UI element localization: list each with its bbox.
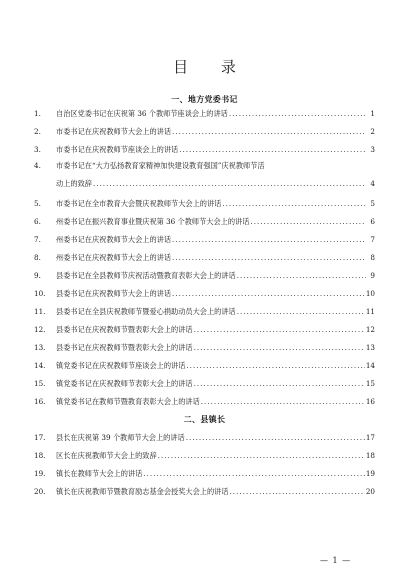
entry-number: 20. xyxy=(34,487,46,496)
entry-page: 13 xyxy=(365,343,375,352)
entry-title: 镇党委书记在庆祝教师节表彰大会上的讲话 xyxy=(56,379,193,388)
entry-title: 州委书记在庆祝教师节大会上的讲话 xyxy=(56,253,172,262)
entry-title: 州委书记在庆祝教师节大会上的讲话 xyxy=(56,235,172,244)
toc-entry[interactable] xyxy=(34,271,375,280)
entry-title: 县委书记在庆祝教师节大会上的讲话 xyxy=(56,289,172,298)
entry-title: 镇长在庆祝教师节暨教育励志基金会授奖大会上的讲话 xyxy=(56,487,229,496)
toc-entry[interactable] xyxy=(34,361,375,370)
entry-number: 19. xyxy=(34,469,46,478)
entry-title: 县委书记在全县庆祝教师节暨爱心捐助动员大会上的讲话 xyxy=(56,307,236,316)
toc-entry[interactable] xyxy=(34,235,375,244)
entry-title: 县长在庆祝第 39 个教师节大会上的讲话 xyxy=(56,433,185,442)
entry-title: 县委书记在庆祝教师节暨表彰大会上的讲话 xyxy=(56,343,193,352)
entry-page: 20 xyxy=(365,487,375,496)
entry-title: 县委书记在全县教师节庆祝活动暨教育表彰大会上的讲话 xyxy=(56,271,236,280)
entry-title: 镇长在教师节大会上的讲话 xyxy=(56,469,143,478)
entry-number: 9. xyxy=(34,271,41,280)
page-number-footer: — 1 — xyxy=(320,556,352,565)
toc-entry[interactable] xyxy=(34,451,375,460)
toc-entry[interactable] xyxy=(34,343,375,352)
leader-dots xyxy=(186,361,364,370)
leader-dots xyxy=(179,145,366,154)
toc-entry[interactable] xyxy=(34,161,375,188)
toc-entry[interactable] xyxy=(34,127,375,136)
entry-number: 18. xyxy=(34,451,46,460)
entry-page: 7 xyxy=(370,235,375,244)
leader-dots xyxy=(201,397,365,406)
leader-dots xyxy=(229,109,366,118)
toc-entry[interactable] xyxy=(34,289,375,298)
entry-page: 1 xyxy=(370,109,375,118)
toc-entry[interactable] xyxy=(34,487,375,496)
entry-page: 10 xyxy=(365,289,375,298)
leader-dots xyxy=(194,379,365,388)
entry-line xyxy=(34,161,375,170)
entry-number: 5. xyxy=(34,199,41,208)
entry-page: 3 xyxy=(370,145,375,154)
leader-dots xyxy=(194,343,365,352)
entry-number: 8. xyxy=(34,253,41,262)
toc-entry[interactable] xyxy=(34,433,375,442)
entry-page: 4 xyxy=(370,179,375,188)
toc-entry[interactable] xyxy=(34,253,375,262)
entry-title: 镇党委书记在教师节暨教育表彰大会上的讲话 xyxy=(56,397,200,406)
leader-dots xyxy=(194,325,365,334)
toc-entry[interactable] xyxy=(34,325,375,334)
entry-number: 6. xyxy=(34,217,41,226)
leader-dots xyxy=(172,253,366,262)
entry-page: 12 xyxy=(365,325,375,334)
toc-entry[interactable] xyxy=(34,469,375,478)
leader-dots xyxy=(237,271,366,280)
leader-dots xyxy=(172,289,365,298)
entry-title: 区长在庆祝教师节大会上的致辞 xyxy=(56,451,157,460)
entry-number: 7. xyxy=(34,235,41,244)
toc-entry[interactable] xyxy=(34,109,375,118)
entry-number: 13. xyxy=(34,343,46,352)
entry-title: 市委书记在庆祝教师节座谈会上的讲话 xyxy=(56,145,179,154)
section-heading: 一、地方党委书记 xyxy=(171,94,238,104)
entry-number: 2. xyxy=(34,127,41,136)
entry-page: 6 xyxy=(370,217,375,226)
entry-title: 镇党委书记在庆祝教师节座谈会上的讲话 xyxy=(56,361,186,370)
toc-entry[interactable] xyxy=(34,397,375,406)
page-title: 目 录 xyxy=(173,58,250,76)
entry-title: 市委书记在“大力弘扬教育家精神加快建设教育强国”庆祝教师节活 xyxy=(56,161,265,170)
entry-number: 17. xyxy=(34,433,46,442)
entry-page: 14 xyxy=(365,361,375,370)
entry-page: 15 xyxy=(365,379,375,388)
entry-title: 市委书记在庆祝教师节大会上的讲话 xyxy=(56,127,172,136)
entry-number: 10. xyxy=(34,289,46,298)
entry-number: 15. xyxy=(34,379,46,388)
entry-number: 4. xyxy=(34,161,41,170)
leader-dots xyxy=(222,199,366,208)
entry-page: 17 xyxy=(365,433,375,442)
leader-dots xyxy=(186,433,365,442)
leader-dots xyxy=(172,127,366,136)
entry-number: 12. xyxy=(34,325,46,334)
leader-dots xyxy=(230,487,365,496)
leader-dots xyxy=(237,307,365,316)
toc-entry[interactable] xyxy=(34,199,375,208)
entry-page: 11 xyxy=(365,307,375,316)
toc-entry[interactable] xyxy=(34,307,375,316)
entry-title: 市委书记在全市教育大会暨庆祝教师节大会上的讲话 xyxy=(56,199,222,208)
entry-number: 11. xyxy=(34,307,46,316)
entry-page: 2 xyxy=(370,127,375,136)
entry-page: 5 xyxy=(370,199,375,208)
section-heading: 二、县镇长 xyxy=(183,414,226,424)
leader-dots xyxy=(172,235,366,244)
toc-entry[interactable] xyxy=(34,145,375,154)
entry-line-continued xyxy=(34,179,375,188)
entry-page: 19 xyxy=(365,469,375,478)
entry-number: 14. xyxy=(34,361,46,370)
entry-page: 8 xyxy=(370,253,375,262)
leader-dots xyxy=(143,469,365,478)
leader-dots xyxy=(93,179,366,188)
entry-number: 3. xyxy=(34,145,41,154)
entry-title: 县委书记在庆祝教师节暨表彰大会上的讲话 xyxy=(56,325,193,334)
entry-number: 1. xyxy=(34,109,41,118)
entry-page: 16 xyxy=(365,397,375,406)
entry-title: 自治区党委书记在庆祝第 36 个教师节座谈会上的讲话 xyxy=(56,109,228,118)
toc-entry[interactable] xyxy=(34,217,375,226)
entry-title: 州委书记在振兴教育事业暨庆祝第 36 个教师节大会上的讲话 xyxy=(56,217,250,226)
leader-dots xyxy=(158,451,365,460)
entry-page: 9 xyxy=(370,271,375,280)
toc-entry[interactable] xyxy=(34,379,375,388)
entry-page: 18 xyxy=(365,451,375,460)
entry-number: 16. xyxy=(34,397,46,406)
leader-dots xyxy=(250,217,366,226)
entry-title-continued: 动上的致辞 xyxy=(56,179,92,188)
